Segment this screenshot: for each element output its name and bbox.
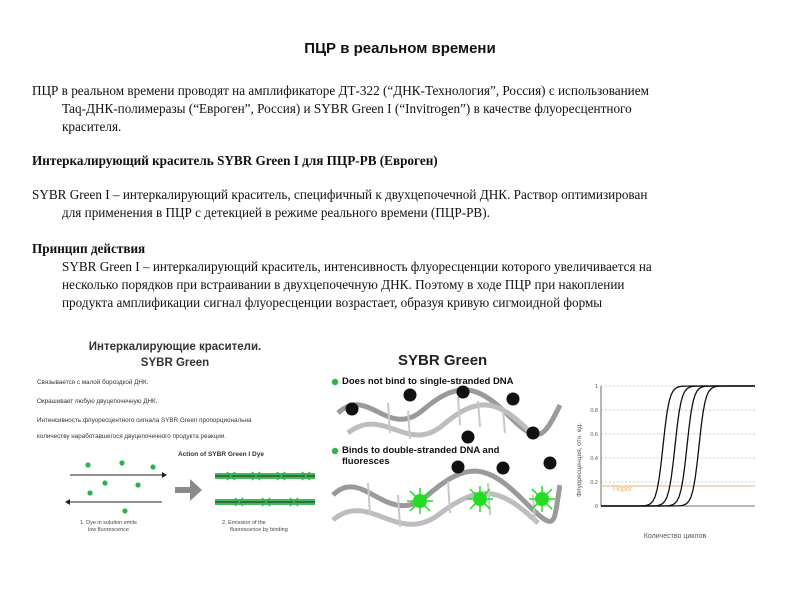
figure-left-title-1: Интеркалирующие красители. [88, 341, 262, 353]
dye-paragraph [32, 186, 770, 222]
sybr-green-binding-figure [328, 345, 562, 550]
caption-2 [222, 520, 288, 534]
transition-arrow [175, 479, 202, 501]
figure-left-title-2: SYBR Green [140, 357, 210, 369]
caption-2-line-1: 2. Emission of the [222, 520, 266, 526]
x-axis-label: Количество циклов [643, 533, 707, 540]
intro-line-3: красителя. [62, 119, 122, 134]
amplification-curve-chart [575, 380, 760, 540]
intro-line-2: Taq-ДНК-полимеразы (“Евроген”, Россия) и SYBR Green I (“Invitrogen”) в качестве флуоресцентного [62, 101, 632, 116]
section-heading-principle: Принцип действия [32, 241, 146, 256]
y-tick-label: 0.6 [590, 432, 598, 438]
intro-line-1: ПЦР в реальном времени проводят на амплификаторе ДТ-322 (“ДНК-Технология”, Россия) с использованием [32, 83, 649, 98]
helix-single-strand [338, 390, 560, 435]
bullet-1-icon [332, 379, 338, 385]
dye-line-1: SYBR Green I – интеркалирующий краситель, специфичный к двухцепочечной ДНК. Раствор оптимизирован [32, 187, 648, 202]
caption-1 [80, 520, 137, 534]
figure-left-line-1: Связывается с малой бороздкой ДНК. [37, 379, 149, 386]
y-tick-label: 0 [594, 504, 598, 510]
figure-left-line-2: Окрашивает любую двуцепочечную ДНК. [37, 398, 158, 405]
caption-2-line-2: fluorescence by binding [230, 527, 288, 533]
arrowhead-1 [162, 472, 167, 478]
sybr-green-logo: SYBR Green [398, 352, 488, 369]
y-tick-label: 0.4 [590, 456, 598, 462]
principle-line-2: несколько порядков при встраивании в двухцепочечную ДНК. Поэтому в ходе ПЦР при накоплении [62, 277, 625, 292]
y-tick-label: 1 [594, 384, 598, 390]
gridlines [601, 386, 755, 482]
caption-1-line-1: 1. Dye in solution emits [80, 520, 137, 526]
intercalating-dyes-figure [30, 335, 320, 555]
section-heading-dye: Интеркалирующий краситель SYBR Green I для ПЦР-РВ (Евроген) [32, 153, 438, 168]
y-tick-labels [590, 384, 598, 510]
bullet-2-text-line-1: Binds to double-stranded DNA and [342, 445, 500, 456]
y-axis-label: Флуоресценция, отн. ед. [576, 423, 583, 497]
figure-left-line-3: Интенсивность флуоресцентного сигнала SYBR Green пропорциональна [37, 417, 252, 424]
threshold-label: Порог [613, 486, 633, 493]
principle-line-3: продукта амплификации сигнал флуоресценции возрастает, образуя кривую сигмоидной формы [62, 295, 603, 310]
principle-paragraph [32, 258, 770, 312]
bullet-2-text-line-2: fluoresces [342, 456, 390, 467]
amplification-curves [575, 380, 760, 540]
page-title: ПЦР в реальном времени [304, 40, 496, 57]
principle-line-1: SYBR Green I – интеркалирующий краситель, интенсивность флуоресценции которого увеличивается на [62, 259, 652, 274]
caption-1-line-2: low fluorescence [88, 527, 129, 533]
arrowhead-2 [65, 499, 70, 505]
y-tick-label: 0.2 [590, 480, 598, 486]
y-tick-label: 0.8 [590, 408, 598, 414]
dye-line-2: для применения в ПЦР с детекцией в режиме реального времени (ПЦР-РВ). [62, 205, 490, 220]
action-title: Action of SYBR Green I Dye [178, 451, 264, 458]
bullet-2-icon [332, 448, 338, 454]
free-dye-dots [85, 460, 155, 513]
intro-paragraph [32, 82, 770, 136]
figure-left-line-4: количеству наработавшегося двуцепочечного продукта реакции. [37, 433, 227, 440]
bullet-1-text: Does not bind to single-stranded DNA [342, 376, 514, 387]
helix-double-strand [333, 471, 560, 524]
